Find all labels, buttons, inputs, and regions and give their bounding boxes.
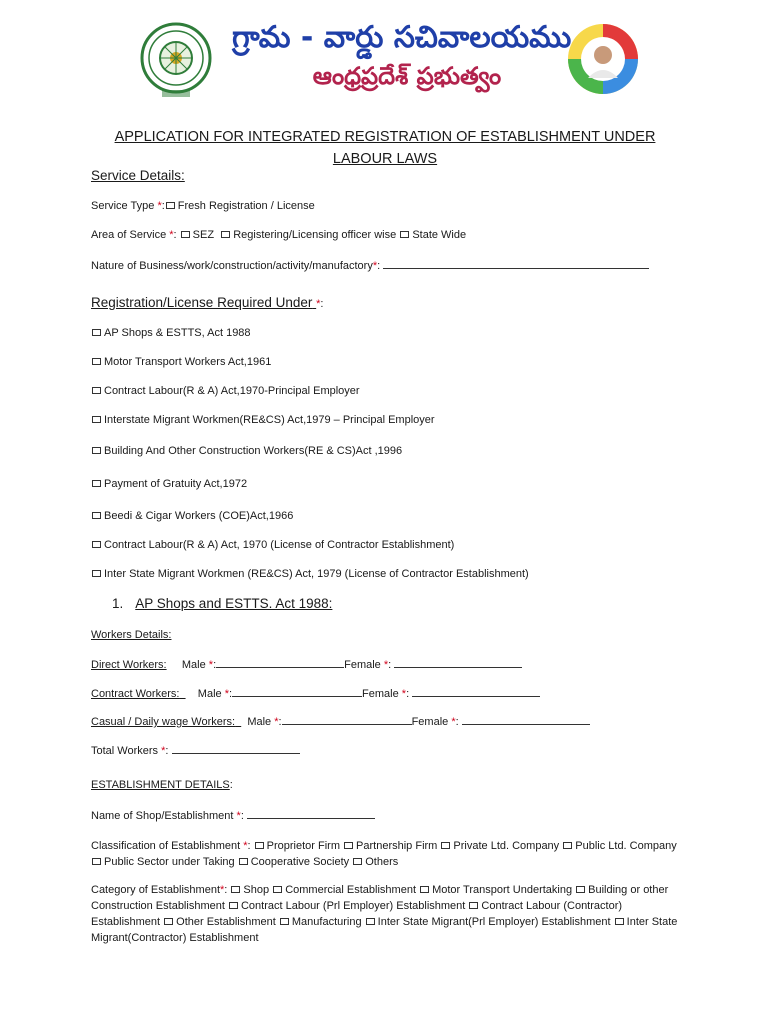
casual-male-field[interactable] (282, 714, 412, 725)
other-establishment-checkbox[interactable] (164, 918, 173, 925)
casual-workers-row: Casual / Daily wage Workers: Male *: Female *: (91, 714, 590, 728)
building-construction-checkbox[interactable] (576, 886, 585, 893)
total-workers-row: Total Workers *: (91, 743, 300, 757)
others-checkbox[interactable] (353, 858, 362, 865)
service-type-label: Service Type (91, 200, 158, 212)
category-paragraph: Category of Establishment*: Shop Commercial Establishment Motor Transport Undertaking Building or other Construction Establishment Contract Labour (Prl Employer) Establishment Contract Labour (Contractor) Establishment Other Establishment Manufacturing Inter State Migrant(Prl Employer) Establishment Inter State Migrant(Contractor) Establishment (91, 884, 678, 944)
letterhead (0, 0, 770, 110)
area-of-service-row: Area of Service *: SEZ Registering/Licensing officer wise State Wide (91, 229, 467, 241)
nature-of-business-field[interactable] (383, 258, 649, 269)
andhra-pradesh-government-subtitle: ఆంధ్రప్రదేశ్ ప్రభుత్వం (312, 62, 502, 90)
act-checkbox[interactable] (92, 416, 101, 423)
ism-prl-checkbox[interactable] (366, 918, 375, 925)
direct-workers-label: Direct Workers: (91, 659, 167, 671)
fresh-registration-label: Fresh Registration / License (177, 200, 315, 212)
contract-workers-row: Contract Workers: Male *: Female *: (91, 686, 540, 700)
act-item: Payment of Gratuity Act,1972 (91, 478, 247, 490)
gram-ward-sachivalayam-title: గ్రామ - వార్డు సచివాలయము (232, 20, 572, 55)
service-details-heading: Service Details: (91, 168, 185, 183)
casual-workers-label: Casual / Daily wage Workers: (91, 716, 236, 728)
registration-required-heading: Registration/License Required Under *: (91, 295, 324, 310)
workers-details-heading: Workers Details: (91, 629, 172, 641)
classification-label: Classification of Establishment (91, 840, 244, 852)
casual-female-field[interactable] (462, 714, 590, 725)
partnership-firm-checkbox[interactable] (344, 842, 353, 849)
private-ltd-checkbox[interactable] (441, 842, 450, 849)
contract-female-field[interactable] (412, 686, 540, 697)
contract-labour-contractor-checkbox[interactable] (469, 902, 478, 909)
officer-wise-checkbox[interactable] (221, 231, 230, 238)
act-checkbox[interactable] (92, 480, 101, 487)
direct-workers-row: Direct Workers: Male *: Female *: (91, 657, 522, 671)
form-title: APPLICATION FOR INTEGRATED REGISTRATION OF ESTABLISHMENT UNDER LABOUR LAWS (114, 129, 656, 167)
act-item: Contract Labour(R & A) Act,1970-Principal Employer (91, 385, 360, 397)
navaratnalu-logo-icon (566, 22, 640, 96)
ap-state-emblem-icon (138, 20, 214, 100)
direct-male-field[interactable] (216, 657, 344, 668)
public-sector-checkbox[interactable] (92, 858, 101, 865)
act-checkbox[interactable] (92, 541, 101, 548)
total-workers-field[interactable] (172, 743, 300, 754)
act-item: Motor Transport Workers Act,1961 (91, 356, 271, 368)
manufacturing-checkbox[interactable] (280, 918, 289, 925)
act-item: Interstate Migrant Workmen(RE&CS) Act,1979 – Principal Employer (91, 414, 435, 426)
direct-female-field[interactable] (394, 657, 522, 668)
act-checkbox[interactable] (92, 329, 101, 336)
category-label: Category of Establishment (91, 884, 221, 896)
area-of-service-label: Area of Service (91, 229, 170, 241)
contract-workers-label: Contract Workers: (91, 688, 180, 700)
proprietor-firm-checkbox[interactable] (255, 842, 264, 849)
service-type-row: Service Type *: Fresh Registration / License (91, 200, 315, 212)
act-item: AP Shops & ESTTS, Act 1988 (91, 327, 251, 339)
act-checkbox[interactable] (92, 512, 101, 519)
fresh-registration-checkbox[interactable] (166, 202, 175, 209)
name-of-shop-field[interactable] (247, 808, 375, 819)
commercial-establishment-checkbox[interactable] (273, 886, 282, 893)
act-item: Building And Other Construction Workers(RE & CS)Act ,1996 (91, 445, 402, 457)
ism-contractor-checkbox[interactable] (615, 918, 624, 925)
act-item: Contract Labour(R & A) Act, 1970 (License of Contractor Establishment) (91, 539, 454, 551)
contract-labour-prl-checkbox[interactable] (229, 902, 238, 909)
cooperative-society-checkbox[interactable] (239, 858, 248, 865)
act-checkbox[interactable] (92, 358, 101, 365)
act-item: Inter State Migrant Workmen (RE&CS) Act, 1979 (License of Contractor Establishment) (91, 568, 529, 580)
sez-checkbox[interactable] (181, 231, 190, 238)
nature-of-business-label: Nature of Business/work/construction/activity/manufactory (91, 260, 373, 272)
name-of-shop-row: Name of Shop/Establishment *: (91, 808, 375, 822)
act-checkbox[interactable] (92, 570, 101, 577)
required-mark: * (157, 200, 162, 212)
act-item: Beedi & Cigar Workers (COE)Act,1966 (91, 510, 293, 522)
classification-paragraph: Classification of Establishment *: Proprietor Firm Partnership Firm Private Ltd. Company Public Ltd. Company Public Sector under Taking Cooperative Society Others (91, 840, 677, 868)
act-checkbox[interactable] (92, 387, 101, 394)
motor-transport-checkbox[interactable] (420, 886, 429, 893)
act-checkbox[interactable] (92, 447, 101, 454)
total-workers-label: Total Workers (91, 745, 162, 757)
public-ltd-checkbox[interactable] (563, 842, 572, 849)
nature-of-business-row: Nature of Business/work/construction/activity/manufactory*: (91, 258, 649, 272)
name-of-shop-label: Name of Shop/Establishment (91, 810, 237, 822)
establishment-details-heading: ESTABLISHMENT DETAILS: (91, 779, 233, 791)
contract-male-field[interactable] (232, 686, 362, 697)
section-1-heading: 1. AP Shops and ESTTS. Act 1988: (112, 596, 333, 611)
state-wide-checkbox[interactable] (400, 231, 409, 238)
shop-checkbox[interactable] (231, 886, 240, 893)
